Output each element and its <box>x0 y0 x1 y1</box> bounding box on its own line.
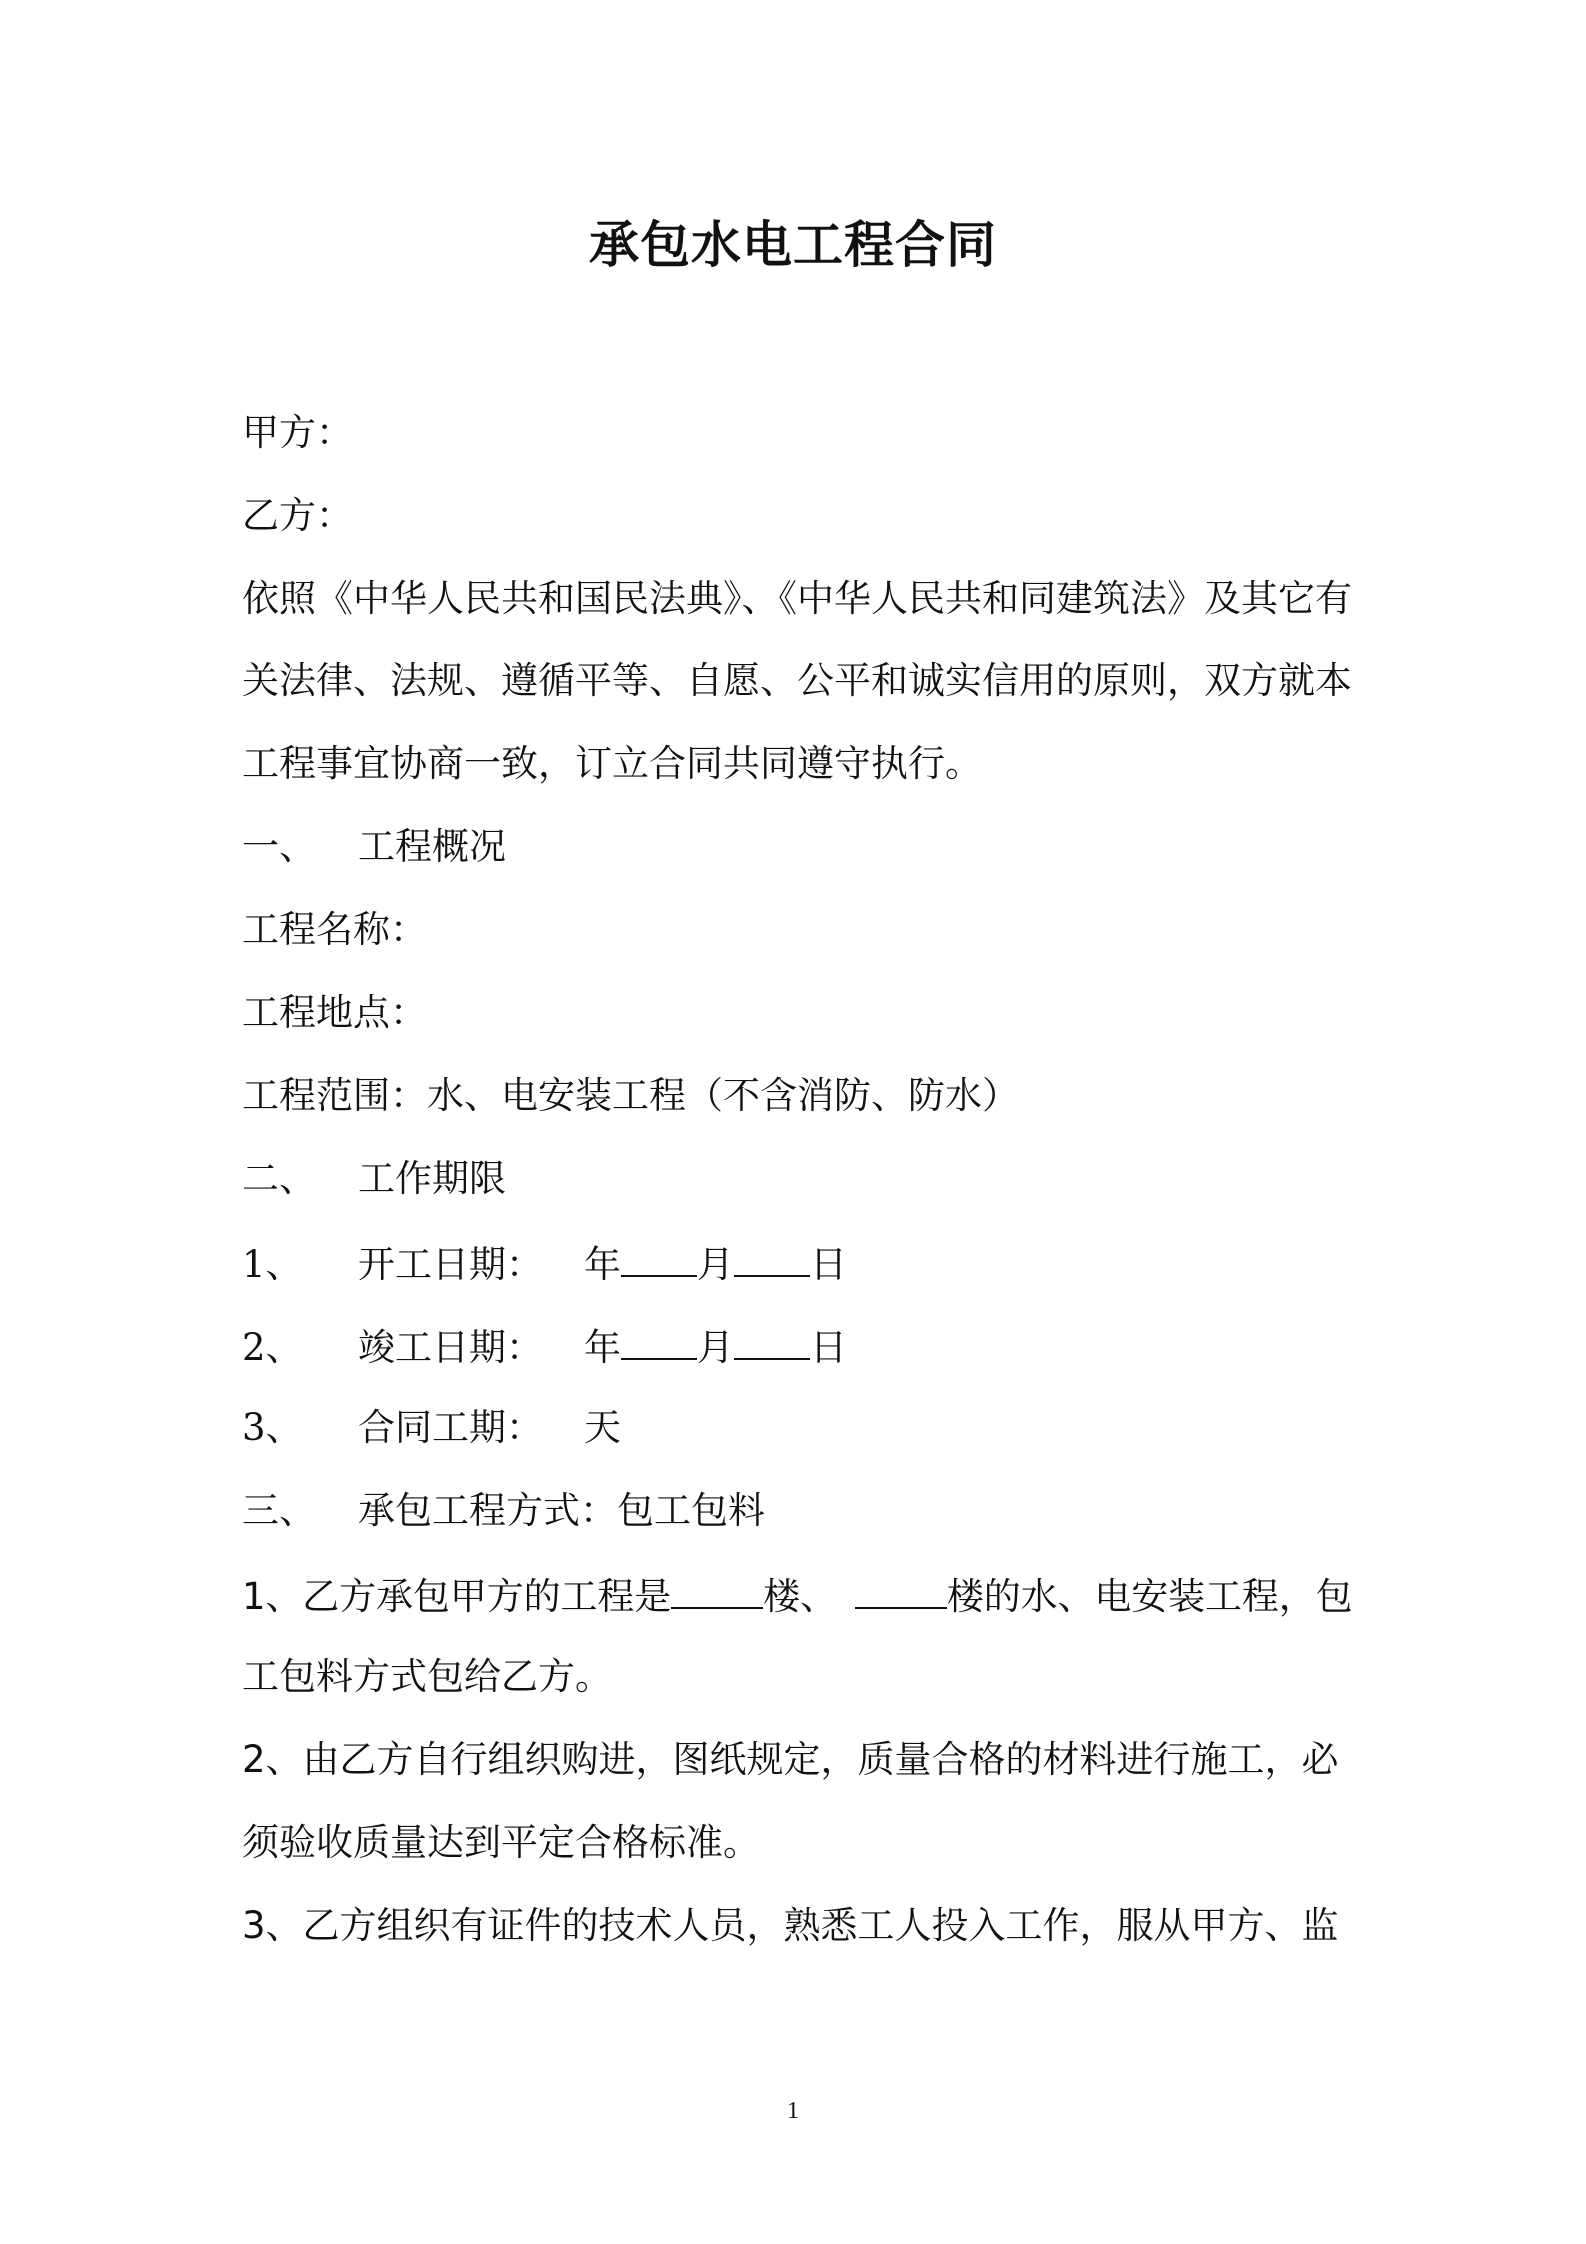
section-3-item-3-line-1: 3、乙方组织有证件的技术人员，熟悉工人投入工作，服从甲方、监 <box>242 1904 1339 1947</box>
start-date-number: 1、 <box>242 1243 303 1286</box>
section-1-title: 工程概况 <box>358 825 506 868</box>
party-a-label: 甲方： <box>242 411 353 454</box>
start-date-day: 日 <box>810 1243 847 1286</box>
party-b-label: 乙方： <box>242 494 353 537</box>
section-3-item-1-line-2: 工包料方式包给乙方。 <box>242 1655 612 1698</box>
preamble-line-2: 关法律、法规、遵循平等、自愿、公平和诚实信用的原则，双方就本 <box>242 659 1352 702</box>
item-1-text-a: 1、乙方承包甲方的工程是 <box>242 1575 672 1618</box>
section-2-title: 工作期限 <box>358 1157 506 1200</box>
end-date-label: 竣工日期： <box>358 1326 543 1369</box>
start-date-year: 年 <box>584 1243 621 1286</box>
end-date-year: 年 <box>584 1326 621 1369</box>
contract-period-row <box>242 1403 1362 1453</box>
contract-period-unit: 天 <box>584 1406 621 1449</box>
end-date-month: 月 <box>697 1326 734 1369</box>
project-scope: 工程范围：水、电安装工程（不含消防、防水） <box>242 1074 1019 1117</box>
end-day-blank <box>734 1320 810 1360</box>
start-month-blank <box>621 1237 697 1277</box>
end-date-row <box>242 1320 1362 1373</box>
building-blank-1 <box>671 1569 763 1609</box>
contract-period-number: 3、 <box>242 1406 303 1449</box>
end-date-number: 2、 <box>242 1326 303 1369</box>
preamble-line-3: 工程事宜协商一致，订立合同共同遵守执行。 <box>242 742 982 785</box>
section-1-heading <box>242 822 1362 872</box>
section-1-number: 一、 <box>242 825 316 868</box>
start-day-blank <box>734 1237 810 1277</box>
section-3-item-2-line-1: 2、由乙方自行组织购进，图纸规定，质量合格的材料进行施工，必 <box>242 1738 1339 1781</box>
start-date-month: 月 <box>697 1243 734 1286</box>
start-date-label: 开工日期： <box>358 1243 543 1286</box>
project-location-label: 工程地点： <box>242 991 427 1034</box>
end-date-day: 日 <box>810 1326 847 1369</box>
section-2-number: 二、 <box>242 1157 316 1200</box>
end-month-blank <box>621 1320 697 1360</box>
start-date-row <box>242 1237 1362 1290</box>
section-3-heading <box>242 1486 1362 1536</box>
preamble-line-1: 依照《中华人民共和国民法典》、《中华人民共和同建筑法》及其它有 <box>242 577 1352 620</box>
building-blank-2 <box>855 1569 947 1609</box>
document-title: 承包水电工程合同 <box>589 216 997 274</box>
section-3-title: 承包工程方式：包工包料 <box>358 1489 765 1532</box>
page-number: 1 <box>787 2098 799 2124</box>
item-1-text-c: 楼的水、电安装工程，包 <box>946 1575 1353 1618</box>
section-2-heading <box>242 1154 1362 1204</box>
project-name-label: 工程名称： <box>242 908 427 951</box>
contract-period-label: 合同工期： <box>358 1406 543 1449</box>
section-3-item-2-line-2: 须验收质量达到平定合格标准。 <box>242 1821 760 1864</box>
item-1-text-b: 楼、 <box>763 1575 837 1618</box>
section-3-item-1-line-1 <box>242 1569 1352 1622</box>
section-3-number: 三、 <box>242 1489 316 1532</box>
